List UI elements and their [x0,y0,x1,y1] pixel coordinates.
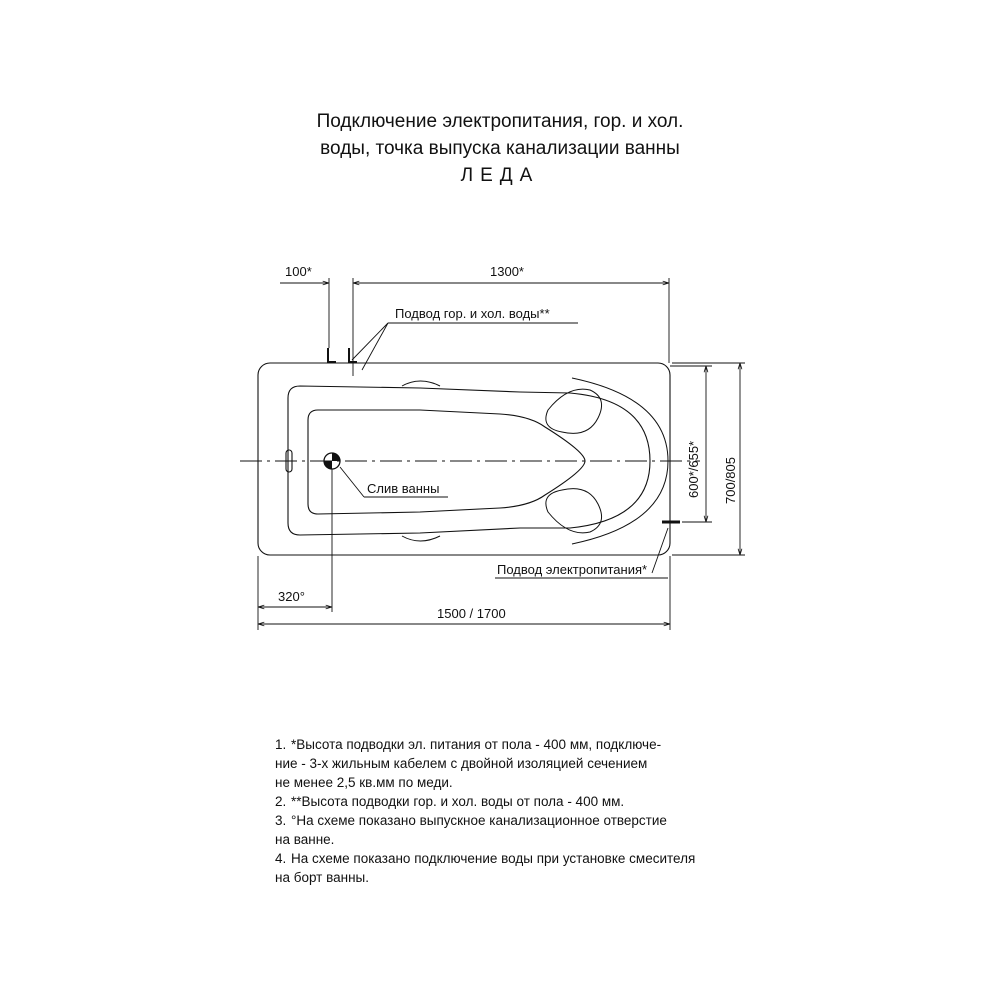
dim-label-total-length: 1500 / 1700 [437,606,506,621]
note-4: 4. На схеме показано подключение воды при установке смесителя [275,851,696,866]
handle-bottom [402,536,440,541]
armrest-top [546,389,602,433]
dim-label-1300: 1300* [490,264,524,279]
basin-inner [308,410,585,514]
armrest-bottom [546,489,602,533]
note-1: 1. *Высота подводки эл. питания от пола - 400 мм, подключе- [275,737,662,752]
note-2: 2. **Высота подводки гор. и хол. воды от пола - 400 мм. [275,794,625,809]
water-pipe-hot [328,348,336,362]
dim-label-inner-width: 600*/655* [686,440,701,498]
dim-label-total-width: 700/805 [723,457,738,504]
note-1-line-2: ние - 3-х жильным кабелем с двойной изоляцией сечением [275,756,648,771]
water-leader-1 [352,323,388,360]
drain-label: Слив ванны [367,481,440,496]
basin-outer [288,386,650,535]
dim-label-100: 100* [285,264,312,279]
note-3: 3. °На схеме показано выпускное канализационное отверстие [275,813,667,828]
power-supply-label: Подвод электропитания* [497,562,648,577]
drain-leader [340,467,364,497]
power-leader [652,528,668,573]
note-1-line-3: не менее 2,5 кв.мм по меди. [275,775,453,790]
notes-list [275,735,795,887]
model-name: ЛЕДА [460,165,540,186]
title-line-2: воды, точка выпуска канализации ванны [320,138,680,159]
tub-outline [258,363,670,555]
water-supply-label: Подвод гор. и хол. воды** [395,306,550,321]
handle-top [402,381,440,386]
title-line-1: Подключение электропитания, гор. и хол. [316,111,684,132]
dim-label-320: 320° [278,589,305,604]
note-4-line-2: на борт ванны. [275,870,369,885]
note-3-line-2: на ванне. [275,832,335,847]
